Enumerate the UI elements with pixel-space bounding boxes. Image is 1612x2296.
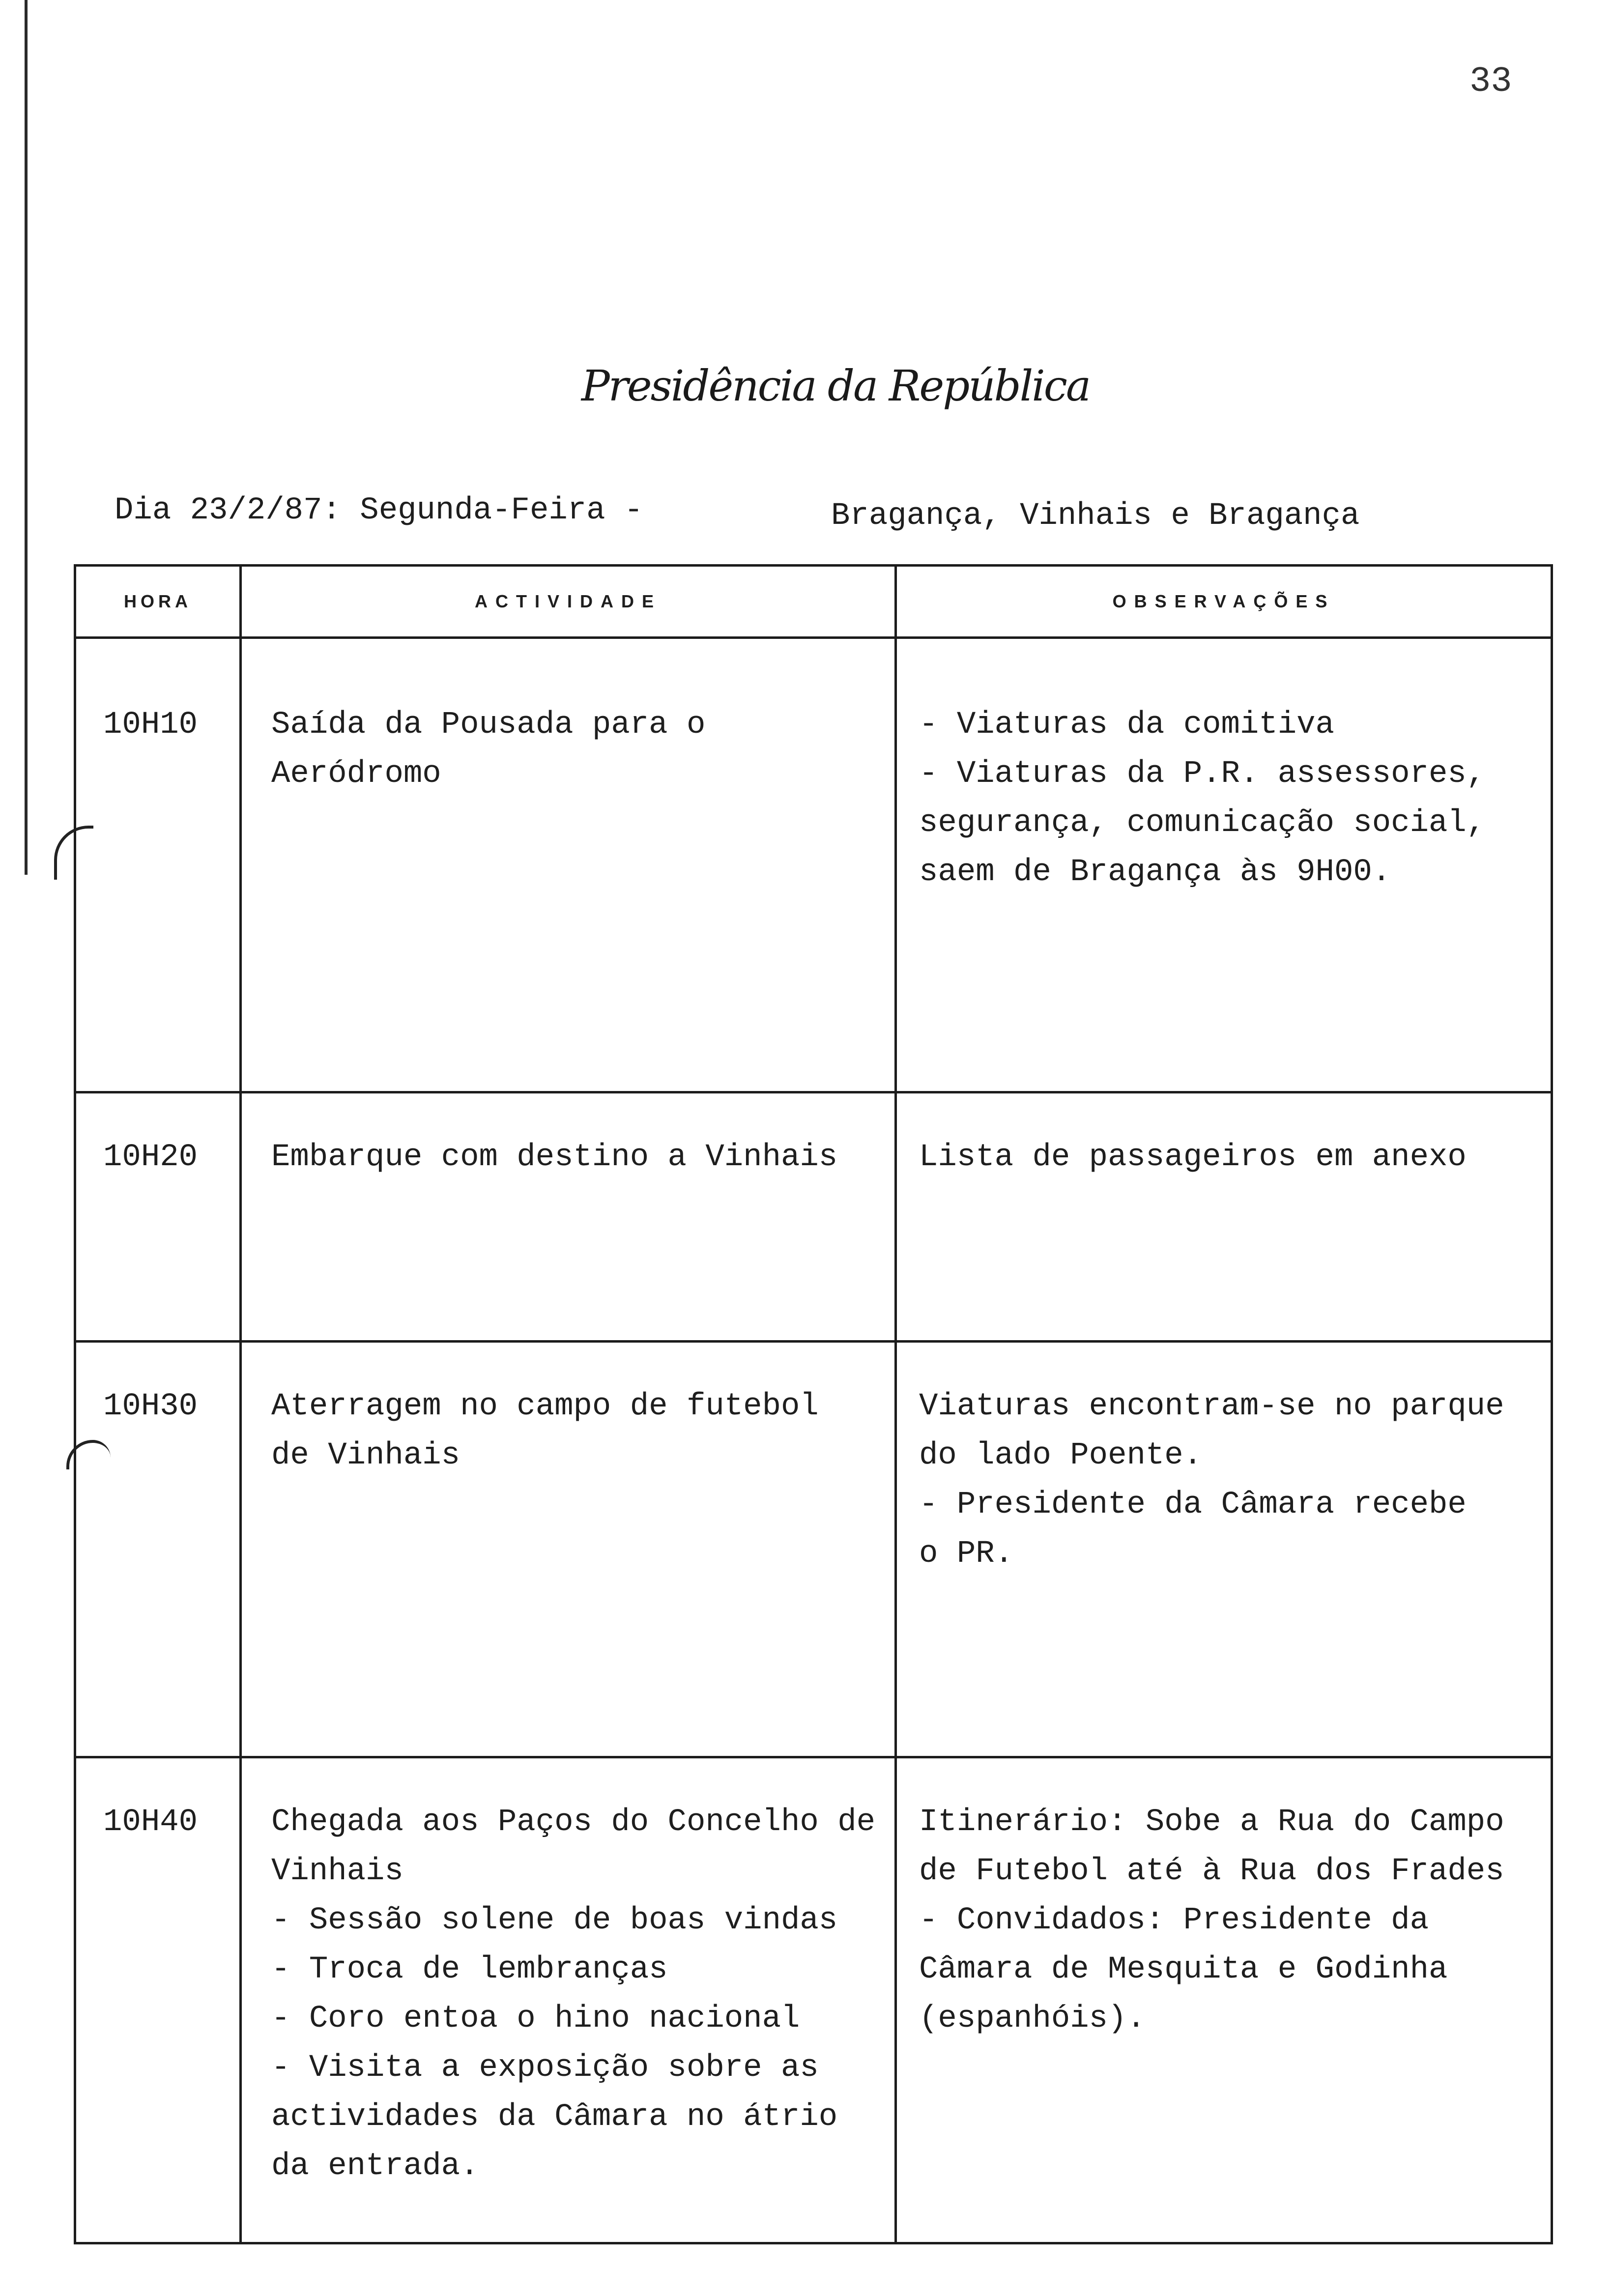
activity-line: de Vinhais: [271, 1438, 461, 1473]
hour-text: 10H10: [103, 707, 198, 743]
activity-line: - Sessão solene de boas vindas: [271, 1903, 838, 1938]
observation-line: (espanhóis).: [919, 2001, 1146, 2037]
activity-cell: [242, 1758, 897, 2242]
observation-line: o PR.: [919, 1536, 1014, 1572]
observation-line: - Presidente da Câmara recebe: [919, 1487, 1467, 1522]
hour-cell: [76, 1758, 242, 2242]
observation-line: - Convidados: Presidente da: [919, 1903, 1429, 1938]
observation-line: Viaturas encontram-se no parque: [919, 1389, 1504, 1424]
hour-text: 10H30: [103, 1389, 198, 1424]
observation-line: Lista de passageiros em anexo: [919, 1140, 1467, 1175]
activity-line: Aeródromo: [271, 756, 441, 792]
observation-line: - Viaturas da comitiva: [919, 707, 1334, 743]
page-number: 33: [1469, 61, 1512, 102]
route-line: Bragança, Vinhais e Bragança: [831, 498, 1360, 534]
observation-line: de Futebol até à Rua dos Frades: [919, 1854, 1504, 1889]
activity-cell: [242, 639, 897, 1093]
schedule-table: [74, 564, 1553, 2244]
observation-line: - Viaturas da P.R. assessores,: [919, 756, 1486, 792]
activity-cell: [242, 1093, 897, 1343]
observation-line: segurança, comunicação social,: [919, 805, 1486, 841]
scan-margin-line: [25, 0, 28, 875]
observation-line: Câmara de Mesquita e Godinha: [919, 1952, 1448, 1987]
column-header-activity: [242, 567, 897, 639]
observation-line: do lado Poente.: [919, 1438, 1203, 1473]
hour-text: 10H20: [103, 1140, 198, 1175]
activity-line: Embarque com destino a Vinhais: [271, 1140, 838, 1175]
observation-line: saem de Bragança às 9H00.: [919, 855, 1391, 890]
hour-cell: [76, 639, 242, 1093]
activity-line: da entrada.: [271, 2149, 479, 2184]
activity-line: actividades da Câmara no átrio: [271, 2099, 838, 2135]
activity-line: Aterragem no campo de futebol: [271, 1389, 819, 1424]
observations-cell: [897, 1758, 1551, 2242]
letterhead-title: Presidência da República: [581, 362, 1090, 411]
activity-line: - Troca de lembranças: [271, 1952, 668, 1987]
activity-line: - Visita a exposição sobre as: [271, 2050, 819, 2086]
activity-line: Chegada aos Paços do Concelho de: [271, 1805, 875, 1840]
activity-line: Saída da Pousada para o: [271, 707, 706, 743]
column-header-observations: [897, 567, 1551, 639]
hour-cell: [76, 1093, 242, 1343]
activity-line: - Coro entoa o hino nacional: [271, 2001, 800, 2037]
column-header-hour: [76, 567, 242, 639]
column-header-label: HORA: [124, 591, 192, 611]
hour-text: 10H40: [103, 1805, 198, 1840]
observations-cell: [897, 1093, 1551, 1343]
hour-cell: [76, 1343, 242, 1758]
activity-cell: [242, 1343, 897, 1758]
day-line: Dia 23/2/87: Segunda-Feira -: [115, 493, 643, 528]
observation-line: Itinerário: Sobe a Rua do Campo: [919, 1805, 1504, 1840]
observations-cell: [897, 639, 1551, 1093]
column-header-label: OBSERVAÇÕES: [1112, 591, 1335, 611]
observations-cell: [897, 1343, 1551, 1758]
column-header-label: ACTIVIDADE: [474, 591, 662, 611]
activity-line: Vinhais: [271, 1854, 403, 1889]
